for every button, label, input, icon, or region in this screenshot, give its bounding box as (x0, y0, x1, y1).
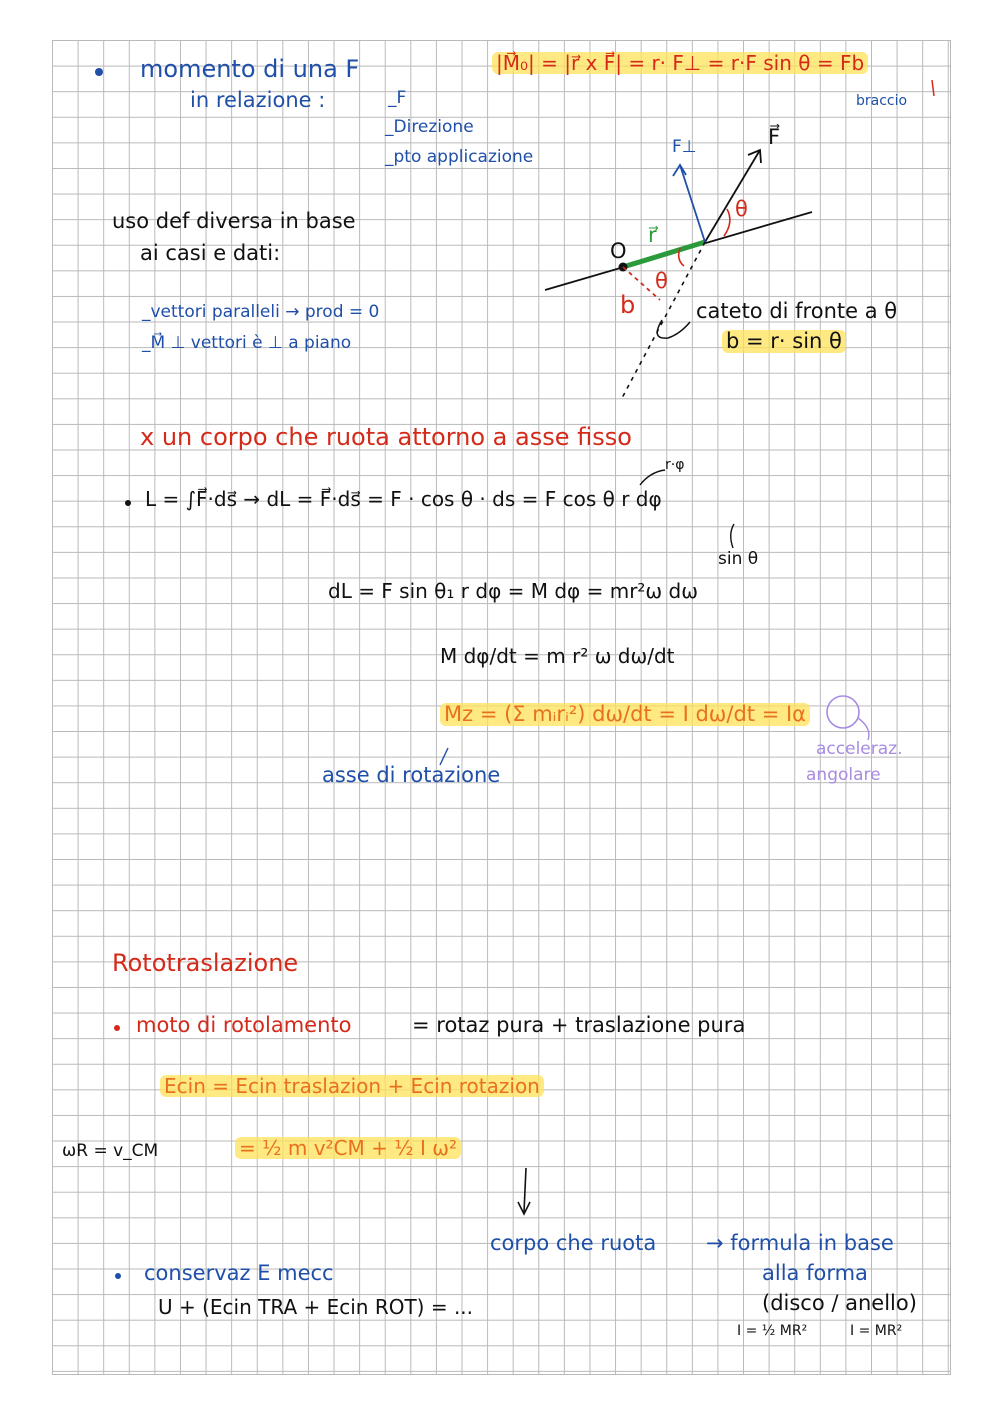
f-vector-line (705, 150, 760, 242)
origin-label: O (610, 239, 627, 263)
formula-base-label: → formula in base (706, 1231, 894, 1255)
wr-eq: ωR = v_CM (62, 1141, 159, 1161)
b-formula: b = r· sin θ (722, 330, 846, 353)
bullet-3 (114, 1025, 120, 1031)
sin-pointer (731, 524, 734, 548)
disco-label: (disco / anello) (762, 1291, 917, 1315)
rigid-title: x un corpo che ruota attorno a asse fisso (140, 423, 632, 451)
bullet-4 (115, 1273, 121, 1279)
ecin2-eq: = ½ m v²CM + ½ I ω² (235, 1137, 461, 1159)
cateto-label: cateto di fronte a θ (696, 299, 898, 323)
theta-top-label: θ (735, 197, 748, 221)
moment-title: momento di una F (140, 55, 360, 83)
cons-eq: U + (Ecin TRA + Ecin ROT) = ... (158, 1295, 474, 1319)
rphi-label: r·φ (665, 457, 685, 473)
moment-formula: |M⃗₀| = |r⃗ x F⃗| = r· F⊥ = r·F sin θ = Fb (492, 52, 868, 74)
moment-item-f: _F (388, 88, 407, 108)
braccio-label: braccio (856, 93, 908, 109)
roto-title: Rototraslazione (112, 949, 299, 977)
f-vector-label: F⃗ (768, 125, 781, 149)
theta-bottom-label: θ (655, 269, 668, 293)
sin-note: sin θ (718, 549, 759, 569)
work-eq: L = ∫F⃗·ds⃗ → dL = F⃗·ds⃗ = F · cos θ · ds = F cos θ r dφ (145, 487, 662, 511)
uso-item-1: _vettori paralleli → prod = 0 (142, 302, 380, 322)
moment-item-direzione: _Direzione (385, 117, 474, 137)
uso-line-1: uso def diversa in base (112, 209, 356, 233)
r-vector-label: r⃗ (648, 223, 657, 247)
acc-label-2: angolare (806, 765, 881, 785)
alpha-pointer (858, 718, 869, 740)
r-vector-line (623, 242, 705, 267)
asse-label: asse di rotazione (322, 763, 501, 787)
corpo-label: corpo che ruota (490, 1231, 657, 1255)
i-disco: I = ½ MR² (737, 1323, 808, 1339)
b-label: b (620, 291, 636, 319)
acc-label-1: acceleraz. (816, 739, 903, 759)
moment-relation: in relazione : (190, 88, 326, 112)
i-anello: I = MR² (850, 1323, 903, 1339)
m-eq: M dφ/dt = m r² ω dω/dt (440, 644, 675, 668)
bullet-2 (125, 500, 131, 506)
theta-arc-top (724, 209, 730, 236)
alla-forma-label: alla forma (762, 1261, 868, 1285)
moto-eq: = rotaz pura + traslazione pura (412, 1013, 746, 1037)
uso-line-2: ai casi e dati: (140, 241, 281, 265)
f-perp-line (680, 165, 705, 242)
braccio-tick (932, 80, 934, 96)
moto-label: moto di rotolamento (136, 1013, 352, 1037)
uso-item-2: _M⃗ ⊥ vettori è ⊥ a piano (142, 333, 352, 353)
moment-item-applicazione: _pto applicazione (385, 147, 534, 167)
ecin-eq: Ecin = Ecin traslazion + Ecin rotazion (160, 1075, 544, 1097)
mz-eq: Mz = (Σ mᵢrᵢ²) dω/dt = I dω/dt = Iα (440, 703, 810, 726)
alpha-circle (827, 696, 859, 728)
rphi-pointer (640, 470, 665, 485)
f-perp-arrow (673, 165, 686, 176)
f-perp-label: F⊥ (672, 137, 697, 157)
cons-title: conservaz E mecc (144, 1261, 334, 1285)
down-arrow-line (524, 1168, 526, 1212)
bullet-1 (95, 68, 103, 76)
dl2-eq: dL = F sin θ₁ r dφ = M dφ = mr²ω dω (328, 579, 698, 603)
